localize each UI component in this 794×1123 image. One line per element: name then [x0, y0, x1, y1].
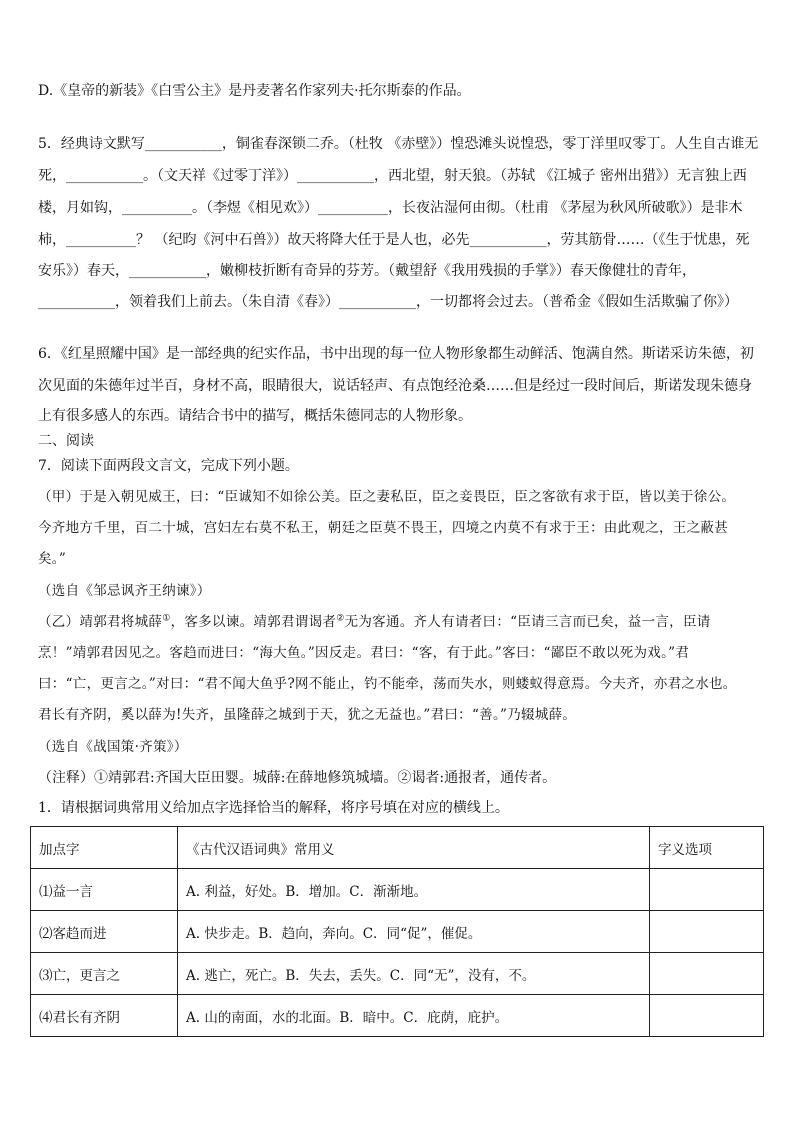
- q5-line-4: 柿，__________？ （纪昀《河中石兽》）故天将降大任于是人也，必先___________，劳其筋骨……（《生于忧患，死: [38, 232, 750, 248]
- q5-line-5: 安乐》）春天，___________，嫩柳枝折断有奇异的芬芳。（戴望舒《我用残损的手掌》）春天像健壮的青年，: [38, 263, 696, 279]
- footnote-marker-2: ②: [336, 613, 345, 624]
- meaning-cell: A. 快步走。B．趋向，奔向。C．同“促”，催促。: [178, 911, 650, 953]
- q5-line-3: 楼，月如钩，__________。（李煜《相见欢》）__________，长夜沾湿何由彻。（杜甫 《茅屋为秋风所破歌》）是非木: [38, 200, 743, 216]
- meaning-cell: A. 逃亡，死亡。B．失去，丢失。C．同“无”，没有，不。: [178, 953, 650, 995]
- q6-line-1: 6．《红星照耀中国》是一部经典的纪实作品，书中出现的每一位人物形象都生动鲜活、饱满自然。斯诺采访朱德，初: [38, 346, 754, 362]
- definition-table: [30, 826, 764, 1037]
- table-header-row: [31, 827, 764, 869]
- passage-jia-source: （选自《邹忌讽齐王纳谏》）: [38, 583, 211, 599]
- passage-yi-source: （选自《战国策·齐策》）: [38, 739, 188, 755]
- table-header-cell: 字义选项: [650, 827, 764, 869]
- word-cell: ⑴益一言: [31, 869, 178, 911]
- word-cell: ⑶亡，更言之: [31, 953, 178, 995]
- answer-cell[interactable]: [650, 869, 764, 911]
- table-row: [31, 869, 764, 911]
- passage-jia-line-3: 矣。”: [38, 551, 67, 567]
- passage-yi-line-3: 曰：“亡，更言之。”对曰：“君不闻大鱼乎?网不能止，钓不能牵，荡而失水，则蝼蚁得意焉。今夫齐，亦君之水也。: [38, 676, 737, 692]
- passage-yi-line-4: 君长有齐阴，奚以薛为!失齐，虽隆薛之城到于天，犹之无益也。”君曰：“善。”乃辍城薛。: [38, 707, 577, 723]
- table-row: [31, 995, 764, 1037]
- subquestion-1: 1．请根据词典常用义给加点字选择恰当的解释，将序号填在对应的横线上。: [38, 800, 509, 816]
- word-cell: ⑷君长有齐阴: [31, 995, 178, 1037]
- table-header-cell: 《古代汉语词典》常用义: [178, 827, 650, 869]
- meaning-cell: A. 利益，好处。B．增加。C．渐渐地。: [178, 869, 650, 911]
- passage-yi-line-2: 烹！”靖郭君因见之。客趋而进曰：“海大鱼。”因反走。君曰：“客，有于此。”客曰：“鄙臣不敢以死为戏。”君: [38, 645, 690, 661]
- q5-line-2: 死，___________。（文天祥《过零丁洋》）___________，西北望，射天狼。（苏轼 《江城子 密州出猎》）无言独上西: [38, 168, 747, 184]
- answer-cell[interactable]: [650, 995, 764, 1037]
- word-cell: ⑵客趋而进: [31, 911, 178, 953]
- passage-jia-line-1: （甲）于是入朝见威王，曰：“臣诚知不如徐公美。臣之妻私臣，臣之妾畏臣，臣之客欲有求于臣，皆以美于徐公。: [38, 489, 736, 505]
- annotation-note: （注释）①靖郭君:齐国大臣田婴。城薛:在薛地修筑城墙。②谒者:通报者，通传者。: [38, 770, 557, 786]
- q6-line-2: 次见面的朱德年过半百，身材不高，眼睛很大，说话轻声、有点饱经沧桑……但是经过一段时间后，斯诺发现朱德身: [38, 378, 752, 394]
- q5-line-1: 5．经典诗文默写___________，铜雀春深锁二乔。（杜牧 《赤壁》）惶恐滩头说惶恐，零丁洋里叹零丁。人生自古谁无: [38, 136, 759, 152]
- option-d: D.《皇帝的新装》《白雪公主》是丹麦著名作家列夫·托尔斯泰的作品。: [38, 83, 471, 99]
- answer-cell[interactable]: [650, 911, 764, 953]
- q6-line-3: 上有很多感人的东西。请结合书中的描写，概括朱德同志的人物形象。: [38, 408, 472, 424]
- table-row: [31, 911, 764, 953]
- section-heading-reading: 二、阅读: [38, 433, 94, 449]
- footnote-marker-1: ①: [162, 613, 171, 624]
- table-row: [31, 953, 764, 995]
- passage-yi-line-1: （乙）靖郭君将城薛①，客多以谏。靖郭君谓谒者②无为客通。齐人有请者曰：“臣请三言而已矣，益一言，臣请: [38, 613, 711, 630]
- passage-jia-line-2: 今齐地方千里，百二十城，宫妇左右莫不私王，朝廷之臣莫不畏王，四境之内莫不有求于王：由此观之，王之蔽甚: [38, 520, 728, 536]
- meaning-cell: A. 山的南面，水的北面。B．暗中。C．庇荫，庇护。: [178, 995, 650, 1037]
- answer-cell[interactable]: [650, 953, 764, 995]
- q5-line-6: ___________，领着我们上前去。（朱自清《春》）___________，一切都将会过去。（普希金《假如生活欺骗了你》）: [38, 294, 738, 310]
- q7-instruction: 7．阅读下面两段文言文，完成下列小题。: [38, 458, 299, 474]
- table-header-cell: 加点字: [31, 827, 178, 869]
